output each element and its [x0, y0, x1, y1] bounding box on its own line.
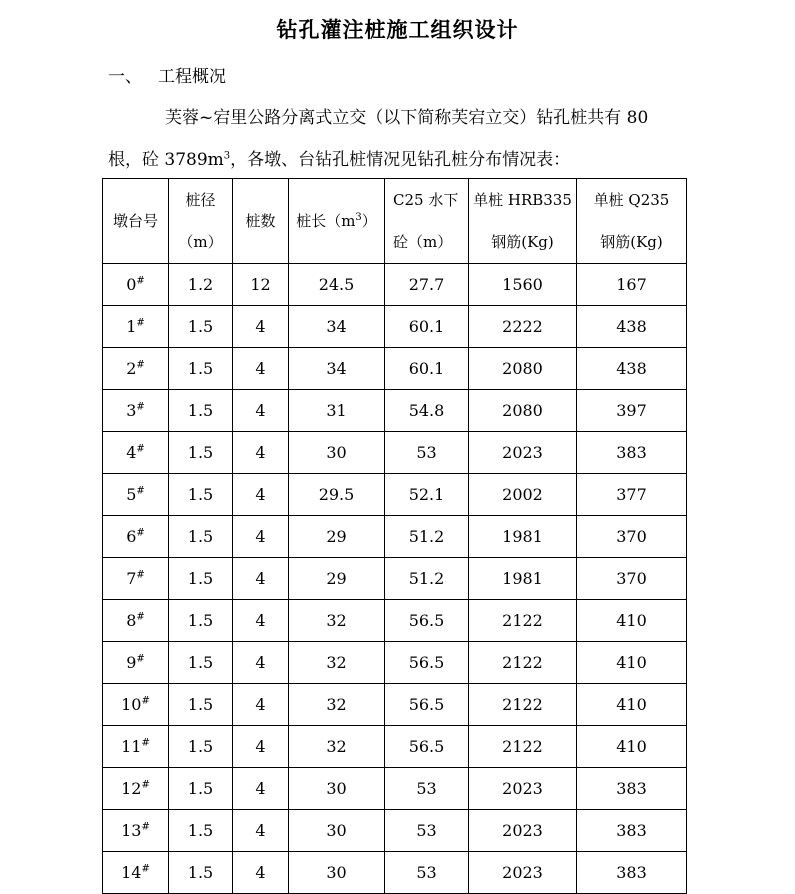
header-concrete-line1: C25 水下 — [393, 191, 459, 209]
pier-mark: # — [136, 317, 145, 329]
cell-hrb: 2023 — [469, 810, 577, 852]
pier-mark: # — [136, 443, 145, 455]
cell-length: 30 — [289, 852, 385, 894]
section-number: 一、 — [108, 67, 142, 87]
cell-length: 32 — [289, 726, 385, 768]
pier-number: 0 — [126, 275, 137, 294]
cell-q235: 383 — [577, 768, 687, 810]
cell-count: 4 — [233, 726, 289, 768]
cell-count: 4 — [233, 390, 289, 432]
header-length — [289, 179, 385, 264]
pier-mark: # — [141, 821, 150, 833]
cell-length: 30 — [289, 768, 385, 810]
cell-diameter: 1.5 — [169, 642, 233, 684]
header-length-text: 桩长（m — [296, 212, 356, 230]
cell-diameter: 1.5 — [169, 810, 233, 852]
cell-count: 4 — [233, 684, 289, 726]
cell-count: 4 — [233, 516, 289, 558]
cell-count: 4 — [233, 432, 289, 474]
section-title: 工程概况 — [158, 67, 226, 87]
cell-concrete: 53 — [385, 432, 469, 474]
pier-mark: # — [141, 779, 150, 791]
pier-number: 13 — [121, 821, 142, 840]
pier-number: 1 — [126, 317, 137, 336]
cell-pier — [103, 768, 169, 810]
header-q235 — [577, 179, 687, 264]
paragraph-text-b: ，各墩、台钻孔桩情况见钻孔桩分布情况表： — [230, 150, 571, 170]
cell-length: 29.5 — [289, 474, 385, 516]
paragraph-line-1: 芙蓉~宕里公路分离式立交（以下简称芙宕立交）钻孔桩共有 80 — [165, 108, 649, 128]
pier-mark: # — [136, 485, 145, 497]
pier-number: 11 — [121, 737, 142, 756]
cell-pier — [103, 432, 169, 474]
cell-q235: 167 — [577, 264, 687, 306]
pier-number: 3 — [126, 401, 137, 420]
cell-count: 4 — [233, 474, 289, 516]
cell-length: 29 — [289, 516, 385, 558]
cell-diameter: 1.5 — [169, 768, 233, 810]
cell-concrete: 51.2 — [385, 558, 469, 600]
cell-length: 30 — [289, 432, 385, 474]
table-row — [103, 600, 687, 642]
cell-count: 4 — [233, 558, 289, 600]
cell-concrete: 51.2 — [385, 516, 469, 558]
cell-pier — [103, 642, 169, 684]
cell-q235: 383 — [577, 810, 687, 852]
cell-q235: 410 — [577, 684, 687, 726]
cell-q235: 383 — [577, 852, 687, 894]
cell-concrete: 60.1 — [385, 348, 469, 390]
cell-diameter: 1.5 — [169, 390, 233, 432]
header-length-close: ） — [361, 212, 377, 230]
cell-q235: 410 — [577, 726, 687, 768]
table-row — [103, 726, 687, 768]
paragraph-text-a: 根，砼 3789m — [108, 150, 224, 170]
cell-count: 4 — [233, 852, 289, 894]
cell-q235: 397 — [577, 390, 687, 432]
table-row — [103, 264, 687, 306]
cell-hrb: 2122 — [469, 642, 577, 684]
pier-number: 10 — [121, 695, 142, 714]
header-diameter-line2: （m） — [178, 233, 223, 251]
pier-number: 9 — [126, 653, 137, 672]
paragraph-line-2 — [108, 145, 570, 170]
cell-pier — [103, 558, 169, 600]
cell-pier — [103, 264, 169, 306]
header-hrb335-line2: 钢筋(Kg) — [491, 233, 554, 251]
cell-concrete: 56.5 — [385, 684, 469, 726]
cell-concrete: 53 — [385, 768, 469, 810]
pier-number: 12 — [121, 779, 142, 798]
cell-hrb: 2023 — [469, 432, 577, 474]
cell-pier — [103, 306, 169, 348]
cell-q235: 383 — [577, 432, 687, 474]
header-q235-line1: 单桩 Q235 — [593, 191, 670, 209]
cell-pier — [103, 516, 169, 558]
cell-length: 34 — [289, 348, 385, 390]
cell-concrete: 54.8 — [385, 390, 469, 432]
table-row — [103, 642, 687, 684]
cell-concrete: 27.7 — [385, 264, 469, 306]
cell-diameter: 1.5 — [169, 684, 233, 726]
cell-hrb: 1981 — [469, 558, 577, 600]
cell-count: 4 — [233, 768, 289, 810]
cell-concrete: 56.5 — [385, 726, 469, 768]
cell-q235: 438 — [577, 306, 687, 348]
cell-hrb: 2023 — [469, 852, 577, 894]
table-body — [103, 264, 687, 894]
cell-hrb: 2122 — [469, 726, 577, 768]
cell-count: 4 — [233, 348, 289, 390]
table-header-row — [103, 179, 687, 264]
cell-concrete: 60.1 — [385, 306, 469, 348]
table-row — [103, 810, 687, 852]
pier-mark: # — [141, 863, 150, 875]
cell-pier — [103, 474, 169, 516]
cell-diameter: 1.5 — [169, 600, 233, 642]
cell-count: 12 — [233, 264, 289, 306]
section-heading — [108, 62, 226, 87]
cell-hrb: 2023 — [469, 768, 577, 810]
cell-pier — [103, 810, 169, 852]
pier-mark: # — [136, 611, 145, 623]
cell-hrb: 2122 — [469, 600, 577, 642]
header-count: 桩数 — [233, 179, 289, 264]
table-row — [103, 558, 687, 600]
cell-hrb: 1981 — [469, 516, 577, 558]
pier-mark: # — [136, 275, 145, 287]
cell-concrete: 56.5 — [385, 600, 469, 642]
pier-number: 2 — [126, 359, 137, 378]
header-diameter — [169, 179, 233, 264]
header-diameter-line1: 桩径 — [185, 191, 216, 209]
table-row — [103, 684, 687, 726]
cell-length: 34 — [289, 306, 385, 348]
cell-pier — [103, 390, 169, 432]
header-hrb335-line1: 单桩 HRB335 — [473, 191, 572, 209]
header-concrete — [385, 179, 469, 264]
cell-length: 30 — [289, 810, 385, 852]
cell-length: 29 — [289, 558, 385, 600]
table-row — [103, 474, 687, 516]
cell-count: 4 — [233, 600, 289, 642]
cell-diameter: 1.2 — [169, 264, 233, 306]
cell-pier — [103, 684, 169, 726]
cell-concrete: 56.5 — [385, 642, 469, 684]
pier-number: 7 — [126, 569, 137, 588]
pier-number: 5 — [126, 485, 137, 504]
pier-number: 4 — [126, 443, 137, 462]
cell-pier — [103, 348, 169, 390]
cell-diameter: 1.5 — [169, 474, 233, 516]
cell-q235: 377 — [577, 474, 687, 516]
cell-hrb: 2080 — [469, 390, 577, 432]
pier-mark: # — [136, 527, 145, 539]
cell-q235: 438 — [577, 348, 687, 390]
cell-hrb: 2122 — [469, 684, 577, 726]
header-hrb335 — [469, 179, 577, 264]
cell-concrete: 52.1 — [385, 474, 469, 516]
superscript-3: 3 — [223, 150, 231, 162]
pier-number: 8 — [126, 611, 137, 630]
pier-number: 14 — [121, 863, 142, 882]
cell-diameter: 1.5 — [169, 348, 233, 390]
cell-q235: 370 — [577, 558, 687, 600]
table-row — [103, 390, 687, 432]
cell-length: 31 — [289, 390, 385, 432]
pier-mark: # — [136, 401, 145, 413]
cell-pier — [103, 726, 169, 768]
cell-length: 32 — [289, 684, 385, 726]
table-row — [103, 348, 687, 390]
cell-diameter: 1.5 — [169, 432, 233, 474]
table-row — [103, 306, 687, 348]
cell-q235: 370 — [577, 516, 687, 558]
cell-length: 32 — [289, 600, 385, 642]
header-pier: 墩台号 — [103, 179, 169, 264]
cell-hrb: 2222 — [469, 306, 577, 348]
pile-distribution-table — [102, 178, 687, 894]
pier-mark: # — [136, 653, 145, 665]
cell-pier — [103, 600, 169, 642]
table-row — [103, 432, 687, 474]
cell-length: 24.5 — [289, 264, 385, 306]
header-q235-line2: 钢筋(Kg) — [600, 233, 663, 251]
pier-mark: # — [141, 695, 150, 707]
pier-number: 6 — [126, 527, 137, 546]
cell-length: 32 — [289, 642, 385, 684]
header-concrete-line2: 砼（m） — [393, 233, 453, 251]
document-title: 钻孔灌注桩施工组织设计 — [276, 17, 519, 42]
cell-diameter: 1.5 — [169, 306, 233, 348]
cell-concrete: 53 — [385, 852, 469, 894]
cell-q235: 410 — [577, 642, 687, 684]
cell-hrb: 1560 — [469, 264, 577, 306]
table-row — [103, 516, 687, 558]
cell-diameter: 1.5 — [169, 558, 233, 600]
table-row — [103, 768, 687, 810]
cell-count: 4 — [233, 810, 289, 852]
header-length-sup: 3 — [355, 212, 362, 223]
cell-hrb: 2080 — [469, 348, 577, 390]
cell-diameter: 1.5 — [169, 726, 233, 768]
pier-mark: # — [141, 737, 150, 749]
cell-q235: 410 — [577, 600, 687, 642]
pier-mark: # — [136, 569, 145, 581]
cell-count: 4 — [233, 642, 289, 684]
pier-mark: # — [136, 359, 145, 371]
cell-diameter: 1.5 — [169, 516, 233, 558]
cell-diameter: 1.5 — [169, 852, 233, 894]
cell-concrete: 53 — [385, 810, 469, 852]
cell-count: 4 — [233, 306, 289, 348]
cell-hrb: 2002 — [469, 474, 577, 516]
